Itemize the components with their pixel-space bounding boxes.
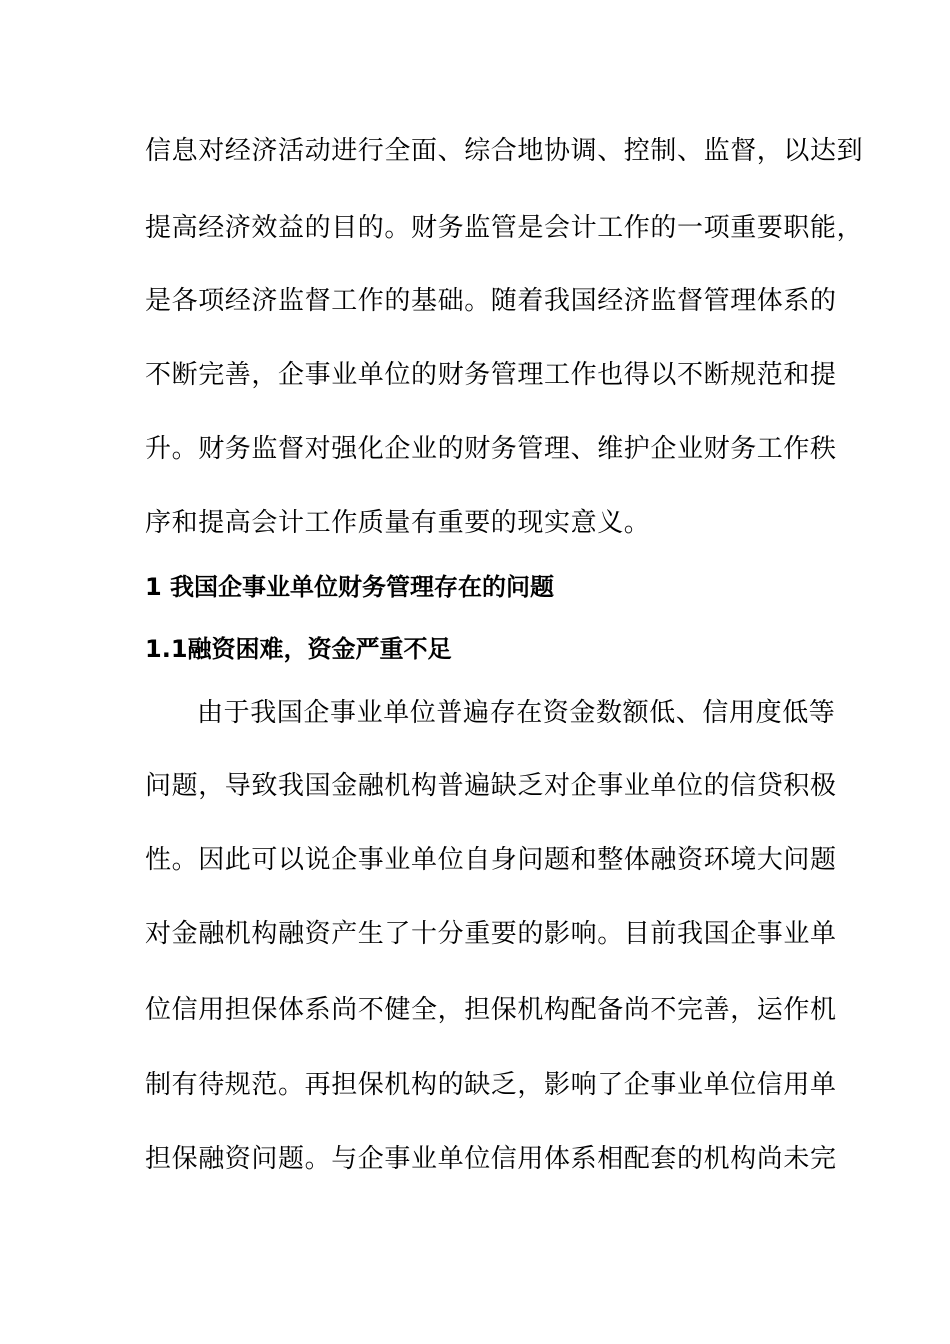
paragraph-line: 信息对经济活动进行全面、综合地协调、控制、监督，以达到: [145, 136, 864, 166]
paragraph-line: 制有待规范。再担保机构的缺乏，影响了企事业单位信用单: [145, 1070, 837, 1100]
paragraph-line: 问题，导致我国金融机构普遍缺乏对企事业单位的信贷积极: [145, 771, 837, 801]
paragraph-line: 升。财务监督对强化企业的财务管理、维护企业财务工作秩: [145, 434, 837, 464]
paragraph-line: 由于我国企事业单位普遍存在资金数额低、信用度低等: [197, 698, 836, 728]
paragraph-line: 是各项经济监督工作的基础。随着我国经济监督管理体系的: [145, 286, 837, 316]
paragraph-line: 提高经济效益的目的。财务监管是会计工作的一项重要职能，: [145, 213, 864, 243]
paragraph-line: 对金融机构融资产生了十分重要的影响。目前我国企事业单: [145, 919, 837, 949]
paragraph-line: 序和提高会计工作质量有重要的现实意义。: [145, 508, 651, 538]
paragraph-line: 担保融资问题。与企事业单位信用体系相配套的机构尚未完: [145, 1144, 837, 1174]
paragraph-line: 不断完善，企事业单位的财务管理工作也得以不断规范和提: [145, 360, 837, 390]
paragraph-line: 性。因此可以说企事业单位自身问题和整体融资环境大问题: [145, 845, 837, 875]
section-heading: 1 我国企事业单位财务管理存在的问题: [145, 573, 555, 601]
paragraph-line: 位信用担保体系尚不健全，担保机构配备尚不完善，运作机: [145, 995, 837, 1025]
subsection-heading: 1.1融资困难，资金严重不足: [145, 635, 452, 663]
